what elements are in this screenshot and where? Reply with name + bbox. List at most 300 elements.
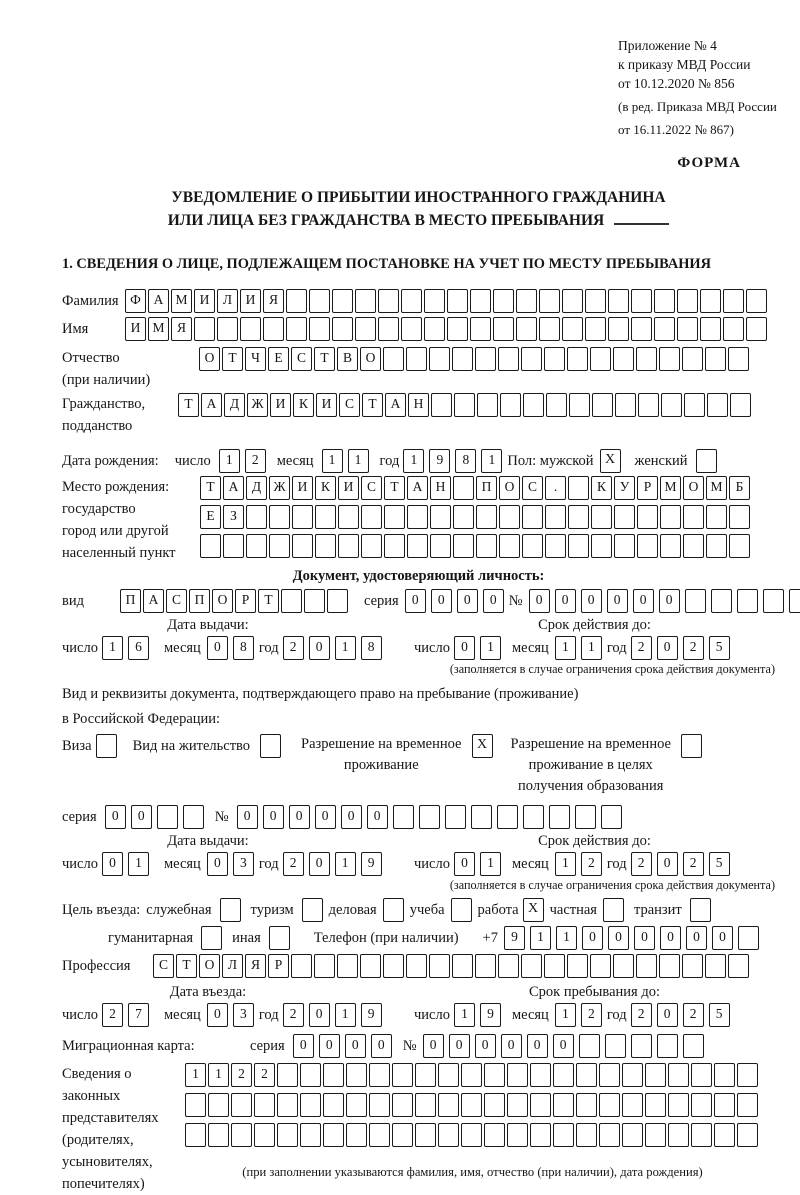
- char-cell[interactable]: [246, 505, 267, 529]
- char-cell[interactable]: [461, 1063, 482, 1087]
- char-cell[interactable]: 0: [527, 1034, 548, 1058]
- char-cell[interactable]: 1: [480, 636, 501, 660]
- char-cell[interactable]: 2: [631, 1003, 652, 1027]
- char-cell[interactable]: [407, 505, 428, 529]
- char-cell[interactable]: 0: [657, 636, 678, 660]
- char-cell[interactable]: [660, 505, 681, 529]
- char-cell[interactable]: [737, 589, 758, 613]
- stay-valid-month[interactable]: [555, 852, 607, 876]
- char-cell[interactable]: [746, 317, 767, 341]
- char-cell[interactable]: [576, 1063, 597, 1087]
- char-cell[interactable]: 0: [454, 636, 475, 660]
- char-cell[interactable]: 0: [367, 805, 388, 829]
- char-cell[interactable]: [661, 393, 682, 417]
- char-cell[interactable]: 0: [423, 1034, 444, 1058]
- char-cell[interactable]: [419, 805, 440, 829]
- char-cell[interactable]: [471, 805, 492, 829]
- stay-until-month[interactable]: [555, 1003, 607, 1027]
- char-cell[interactable]: [546, 393, 567, 417]
- char-cell[interactable]: 3: [233, 852, 254, 876]
- char-cell[interactable]: [723, 317, 744, 341]
- char-cell[interactable]: [453, 534, 474, 558]
- char-cell[interactable]: 2: [683, 852, 704, 876]
- char-cell[interactable]: [729, 534, 750, 558]
- char-cell[interactable]: И: [240, 289, 261, 313]
- char-cell[interactable]: 1: [128, 852, 149, 876]
- char-cell[interactable]: 1: [335, 1003, 356, 1027]
- stay-valid-day[interactable]: [454, 852, 506, 876]
- id-issue-month[interactable]: [207, 636, 259, 660]
- char-cell[interactable]: [355, 317, 376, 341]
- char-cell[interactable]: [516, 317, 537, 341]
- char-cell[interactable]: [346, 1093, 367, 1117]
- char-cell[interactable]: [585, 289, 606, 313]
- char-cell[interactable]: [730, 393, 751, 417]
- id-issue-year[interactable]: [283, 636, 387, 660]
- stay-until-year[interactable]: [631, 1003, 735, 1027]
- char-cell[interactable]: 0: [309, 1003, 330, 1027]
- char-cell[interactable]: Т: [314, 347, 335, 371]
- char-cell[interactable]: 7: [128, 1003, 149, 1027]
- char-cell[interactable]: А: [223, 476, 244, 500]
- char-cell[interactable]: [384, 505, 405, 529]
- stay-doc-number-field[interactable]: [237, 805, 627, 829]
- char-cell[interactable]: 1: [556, 926, 577, 950]
- char-cell[interactable]: [657, 1034, 678, 1058]
- char-cell[interactable]: 2: [581, 852, 602, 876]
- char-cell[interactable]: 0: [657, 852, 678, 876]
- char-cell[interactable]: [277, 1093, 298, 1117]
- char-cell[interactable]: [315, 505, 336, 529]
- char-cell[interactable]: [497, 805, 518, 829]
- char-cell[interactable]: [484, 1123, 505, 1147]
- char-cell[interactable]: [677, 289, 698, 313]
- char-cell[interactable]: О: [212, 589, 233, 613]
- char-cell[interactable]: И: [292, 476, 313, 500]
- char-cell[interactable]: [263, 317, 284, 341]
- char-cell[interactable]: 0: [660, 926, 681, 950]
- char-cell[interactable]: [637, 505, 658, 529]
- char-cell[interactable]: [438, 1093, 459, 1117]
- entry-day[interactable]: [102, 1003, 154, 1027]
- char-cell[interactable]: 1: [581, 636, 602, 660]
- char-cell[interactable]: Р: [235, 589, 256, 613]
- char-cell[interactable]: [659, 954, 680, 978]
- char-cell[interactable]: [337, 954, 358, 978]
- char-cell[interactable]: П: [476, 476, 497, 500]
- char-cell[interactable]: [521, 347, 542, 371]
- char-cell[interactable]: Д: [246, 476, 267, 500]
- char-cell[interactable]: [605, 1034, 626, 1058]
- char-cell[interactable]: [477, 393, 498, 417]
- char-cell[interactable]: 0: [483, 589, 504, 613]
- char-cell[interactable]: [522, 505, 543, 529]
- char-cell[interactable]: [576, 1123, 597, 1147]
- char-cell[interactable]: [660, 534, 681, 558]
- char-cell[interactable]: А: [201, 393, 222, 417]
- char-cell[interactable]: [567, 954, 588, 978]
- char-cell[interactable]: 0: [345, 1034, 366, 1058]
- representatives-row3[interactable]: [185, 1123, 760, 1147]
- char-cell[interactable]: 0: [207, 636, 228, 660]
- char-cell[interactable]: [553, 1093, 574, 1117]
- char-cell[interactable]: Б: [729, 476, 750, 500]
- char-cell[interactable]: [185, 1123, 206, 1147]
- char-cell[interactable]: П: [120, 589, 141, 613]
- char-cell[interactable]: И: [316, 393, 337, 417]
- char-cell[interactable]: [470, 317, 491, 341]
- char-cell[interactable]: [507, 1093, 528, 1117]
- char-cell[interactable]: 0: [263, 805, 284, 829]
- char-cell[interactable]: А: [407, 476, 428, 500]
- birth-day-field[interactable]: [219, 449, 271, 473]
- char-cell[interactable]: М: [148, 317, 169, 341]
- char-cell[interactable]: О: [499, 476, 520, 500]
- birthplace-row1[interactable]: [200, 476, 752, 500]
- char-cell[interactable]: [711, 589, 732, 613]
- char-cell[interactable]: Е: [200, 505, 221, 529]
- char-cell[interactable]: [200, 534, 221, 558]
- char-cell[interactable]: [615, 393, 636, 417]
- char-cell[interactable]: С: [522, 476, 543, 500]
- char-cell[interactable]: [447, 289, 468, 313]
- char-cell[interactable]: Т: [362, 393, 383, 417]
- migration-number-field[interactable]: [423, 1034, 709, 1058]
- char-cell[interactable]: [613, 347, 634, 371]
- migration-series-field[interactable]: [293, 1034, 397, 1058]
- char-cell[interactable]: Е: [268, 347, 289, 371]
- char-cell[interactable]: 8: [233, 636, 254, 660]
- char-cell[interactable]: 8: [455, 449, 476, 473]
- stay-issue-year[interactable]: [283, 852, 387, 876]
- char-cell[interactable]: [415, 1123, 436, 1147]
- char-cell[interactable]: [475, 347, 496, 371]
- char-cell[interactable]: [668, 1123, 689, 1147]
- char-cell[interactable]: [461, 1093, 482, 1117]
- char-cell[interactable]: [438, 1063, 459, 1087]
- char-cell[interactable]: [631, 1034, 652, 1058]
- char-cell[interactable]: [530, 1063, 551, 1087]
- char-cell[interactable]: 1: [403, 449, 424, 473]
- char-cell[interactable]: [300, 1093, 321, 1117]
- char-cell[interactable]: [622, 1123, 643, 1147]
- char-cell[interactable]: [493, 317, 514, 341]
- char-cell[interactable]: [637, 534, 658, 558]
- char-cell[interactable]: [723, 289, 744, 313]
- char-cell[interactable]: 0: [371, 1034, 392, 1058]
- char-cell[interactable]: [545, 534, 566, 558]
- char-cell[interactable]: 0: [608, 926, 629, 950]
- char-cell[interactable]: [631, 289, 652, 313]
- char-cell[interactable]: [530, 1093, 551, 1117]
- stay-issue-month[interactable]: [207, 852, 259, 876]
- char-cell[interactable]: 5: [709, 1003, 730, 1027]
- id-doc-kind-field[interactable]: [120, 589, 350, 613]
- char-cell[interactable]: 0: [289, 805, 310, 829]
- char-cell[interactable]: [645, 1123, 666, 1147]
- char-cell[interactable]: [424, 289, 445, 313]
- char-cell[interactable]: 0: [581, 589, 602, 613]
- char-cell[interactable]: [286, 317, 307, 341]
- char-cell[interactable]: 0: [582, 926, 603, 950]
- purpose-tourism-checkbox[interactable]: [302, 898, 323, 922]
- char-cell[interactable]: [682, 954, 703, 978]
- char-cell[interactable]: [592, 393, 613, 417]
- char-cell[interactable]: [553, 1123, 574, 1147]
- char-cell[interactable]: [392, 1063, 413, 1087]
- phone-field[interactable]: [504, 926, 764, 950]
- char-cell[interactable]: .: [545, 476, 566, 500]
- char-cell[interactable]: Ж: [247, 393, 268, 417]
- char-cell[interactable]: 0: [102, 852, 123, 876]
- char-cell[interactable]: [194, 317, 215, 341]
- char-cell[interactable]: [737, 1093, 758, 1117]
- char-cell[interactable]: 2: [245, 449, 266, 473]
- char-cell[interactable]: [430, 505, 451, 529]
- char-cell[interactable]: [217, 317, 238, 341]
- char-cell[interactable]: [338, 505, 359, 529]
- char-cell[interactable]: [415, 1063, 436, 1087]
- char-cell[interactable]: П: [189, 589, 210, 613]
- surname-field[interactable]: [125, 289, 769, 313]
- char-cell[interactable]: [622, 1093, 643, 1117]
- char-cell[interactable]: [599, 1093, 620, 1117]
- char-cell[interactable]: Я: [171, 317, 192, 341]
- char-cell[interactable]: М: [706, 476, 727, 500]
- char-cell[interactable]: 0: [293, 1034, 314, 1058]
- char-cell[interactable]: 2: [631, 852, 652, 876]
- char-cell[interactable]: 1: [219, 449, 240, 473]
- char-cell[interactable]: [685, 589, 706, 613]
- char-cell[interactable]: 1: [480, 852, 501, 876]
- char-cell[interactable]: [447, 317, 468, 341]
- char-cell[interactable]: 0: [712, 926, 733, 950]
- char-cell[interactable]: [361, 505, 382, 529]
- char-cell[interactable]: У: [614, 476, 635, 500]
- char-cell[interactable]: [523, 805, 544, 829]
- char-cell[interactable]: [728, 347, 749, 371]
- char-cell[interactable]: [493, 289, 514, 313]
- char-cell[interactable]: З: [223, 505, 244, 529]
- char-cell[interactable]: [585, 317, 606, 341]
- char-cell[interactable]: [378, 289, 399, 313]
- char-cell[interactable]: Ф: [125, 289, 146, 313]
- char-cell[interactable]: [208, 1123, 229, 1147]
- char-cell[interactable]: [705, 347, 726, 371]
- char-cell[interactable]: [406, 954, 427, 978]
- char-cell[interactable]: [668, 1063, 689, 1087]
- char-cell[interactable]: О: [199, 954, 220, 978]
- char-cell[interactable]: 0: [207, 852, 228, 876]
- char-cell[interactable]: 1: [335, 636, 356, 660]
- char-cell[interactable]: О: [199, 347, 220, 371]
- representatives-row1[interactable]: [185, 1063, 760, 1087]
- char-cell[interactable]: [361, 534, 382, 558]
- char-cell[interactable]: [622, 1063, 643, 1087]
- profession-field[interactable]: [153, 954, 751, 978]
- char-cell[interactable]: [314, 954, 335, 978]
- char-cell[interactable]: [590, 954, 611, 978]
- char-cell[interactable]: [231, 1123, 252, 1147]
- char-cell[interactable]: [208, 1093, 229, 1117]
- char-cell[interactable]: [360, 954, 381, 978]
- char-cell[interactable]: [763, 589, 784, 613]
- char-cell[interactable]: Л: [222, 954, 243, 978]
- char-cell[interactable]: [183, 805, 204, 829]
- char-cell[interactable]: 0: [449, 1034, 470, 1058]
- char-cell[interactable]: 0: [553, 1034, 574, 1058]
- char-cell[interactable]: [729, 505, 750, 529]
- char-cell[interactable]: [579, 1034, 600, 1058]
- purpose-work-checkbox[interactable]: X: [523, 898, 544, 922]
- char-cell[interactable]: С: [291, 347, 312, 371]
- char-cell[interactable]: 0: [207, 1003, 228, 1027]
- char-cell[interactable]: [454, 393, 475, 417]
- char-cell[interactable]: [431, 393, 452, 417]
- char-cell[interactable]: [645, 1063, 666, 1087]
- char-cell[interactable]: [281, 589, 302, 613]
- char-cell[interactable]: [315, 534, 336, 558]
- birthplace-row2[interactable]: [200, 505, 752, 529]
- char-cell[interactable]: 0: [454, 852, 475, 876]
- char-cell[interactable]: И: [194, 289, 215, 313]
- char-cell[interactable]: [277, 1123, 298, 1147]
- char-cell[interactable]: [231, 1093, 252, 1117]
- char-cell[interactable]: [636, 347, 657, 371]
- char-cell[interactable]: [562, 317, 583, 341]
- char-cell[interactable]: [521, 954, 542, 978]
- char-cell[interactable]: А: [385, 393, 406, 417]
- char-cell[interactable]: 1: [335, 852, 356, 876]
- char-cell[interactable]: [599, 1063, 620, 1087]
- char-cell[interactable]: Т: [176, 954, 197, 978]
- char-cell[interactable]: [668, 1093, 689, 1117]
- char-cell[interactable]: [393, 805, 414, 829]
- char-cell[interactable]: 9: [480, 1003, 501, 1027]
- char-cell[interactable]: [392, 1093, 413, 1117]
- char-cell[interactable]: Н: [430, 476, 451, 500]
- char-cell[interactable]: [568, 476, 589, 500]
- char-cell[interactable]: [705, 954, 726, 978]
- char-cell[interactable]: 0: [405, 589, 426, 613]
- char-cell[interactable]: [601, 805, 622, 829]
- char-cell[interactable]: Ч: [245, 347, 266, 371]
- char-cell[interactable]: 3: [233, 1003, 254, 1027]
- char-cell[interactable]: 1: [481, 449, 502, 473]
- char-cell[interactable]: 5: [709, 852, 730, 876]
- char-cell[interactable]: [539, 317, 560, 341]
- char-cell[interactable]: Д: [224, 393, 245, 417]
- char-cell[interactable]: [269, 505, 290, 529]
- char-cell[interactable]: 2: [683, 636, 704, 660]
- char-cell[interactable]: 1: [322, 449, 343, 473]
- char-cell[interactable]: [369, 1123, 390, 1147]
- char-cell[interactable]: 0: [315, 805, 336, 829]
- char-cell[interactable]: 2: [254, 1063, 275, 1087]
- char-cell[interactable]: [507, 1063, 528, 1087]
- char-cell[interactable]: 0: [431, 589, 452, 613]
- char-cell[interactable]: [453, 476, 474, 500]
- char-cell[interactable]: [430, 534, 451, 558]
- char-cell[interactable]: [476, 534, 497, 558]
- char-cell[interactable]: Т: [258, 589, 279, 613]
- char-cell[interactable]: [576, 1093, 597, 1117]
- char-cell[interactable]: [714, 1093, 735, 1117]
- char-cell[interactable]: [522, 534, 543, 558]
- char-cell[interactable]: [401, 317, 422, 341]
- char-cell[interactable]: [737, 1123, 758, 1147]
- char-cell[interactable]: [738, 926, 759, 950]
- char-cell[interactable]: С: [166, 589, 187, 613]
- char-cell[interactable]: 1: [530, 926, 551, 950]
- purpose-humanitarian-checkbox[interactable]: [201, 926, 222, 950]
- representatives-row2[interactable]: [185, 1093, 760, 1117]
- char-cell[interactable]: 0: [131, 805, 152, 829]
- char-cell[interactable]: 9: [429, 449, 450, 473]
- char-cell[interactable]: Я: [263, 289, 284, 313]
- char-cell[interactable]: 0: [501, 1034, 522, 1058]
- char-cell[interactable]: О: [360, 347, 381, 371]
- char-cell[interactable]: [338, 534, 359, 558]
- char-cell[interactable]: [406, 347, 427, 371]
- char-cell[interactable]: 0: [659, 589, 680, 613]
- char-cell[interactable]: [746, 289, 767, 313]
- char-cell[interactable]: 0: [475, 1034, 496, 1058]
- char-cell[interactable]: [484, 1093, 505, 1117]
- char-cell[interactable]: 2: [631, 636, 652, 660]
- residence-permit-checkbox[interactable]: [260, 734, 281, 758]
- char-cell[interactable]: [452, 954, 473, 978]
- char-cell[interactable]: Р: [637, 476, 658, 500]
- char-cell[interactable]: 1: [555, 852, 576, 876]
- char-cell[interactable]: [254, 1093, 275, 1117]
- purpose-official-checkbox[interactable]: [220, 898, 241, 922]
- char-cell[interactable]: [549, 805, 570, 829]
- char-cell[interactable]: [401, 289, 422, 313]
- char-cell[interactable]: [691, 1063, 712, 1087]
- char-cell[interactable]: [484, 1063, 505, 1087]
- id-valid-day[interactable]: [454, 636, 506, 660]
- char-cell[interactable]: [614, 534, 635, 558]
- stay-valid-year[interactable]: [631, 852, 735, 876]
- char-cell[interactable]: [327, 589, 348, 613]
- purpose-study-checkbox[interactable]: [451, 898, 472, 922]
- char-cell[interactable]: [332, 289, 353, 313]
- char-cell[interactable]: 1: [185, 1063, 206, 1087]
- stay-issue-day[interactable]: [102, 852, 154, 876]
- char-cell[interactable]: Р: [268, 954, 289, 978]
- char-cell[interactable]: [277, 1063, 298, 1087]
- purpose-other-checkbox[interactable]: [269, 926, 290, 950]
- char-cell[interactable]: И: [338, 476, 359, 500]
- char-cell[interactable]: [424, 317, 445, 341]
- char-cell[interactable]: [269, 534, 290, 558]
- char-cell[interactable]: [654, 289, 675, 313]
- char-cell[interactable]: И: [125, 317, 146, 341]
- id-doc-series-field[interactable]: [405, 589, 509, 613]
- char-cell[interactable]: [369, 1063, 390, 1087]
- char-cell[interactable]: 0: [457, 589, 478, 613]
- char-cell[interactable]: [567, 347, 588, 371]
- char-cell[interactable]: [683, 1034, 704, 1058]
- char-cell[interactable]: [499, 534, 520, 558]
- patronymic-field[interactable]: [199, 347, 751, 371]
- char-cell[interactable]: К: [591, 476, 612, 500]
- char-cell[interactable]: [384, 534, 405, 558]
- char-cell[interactable]: [429, 954, 450, 978]
- char-cell[interactable]: [438, 1123, 459, 1147]
- purpose-transit-checkbox[interactable]: [690, 898, 711, 922]
